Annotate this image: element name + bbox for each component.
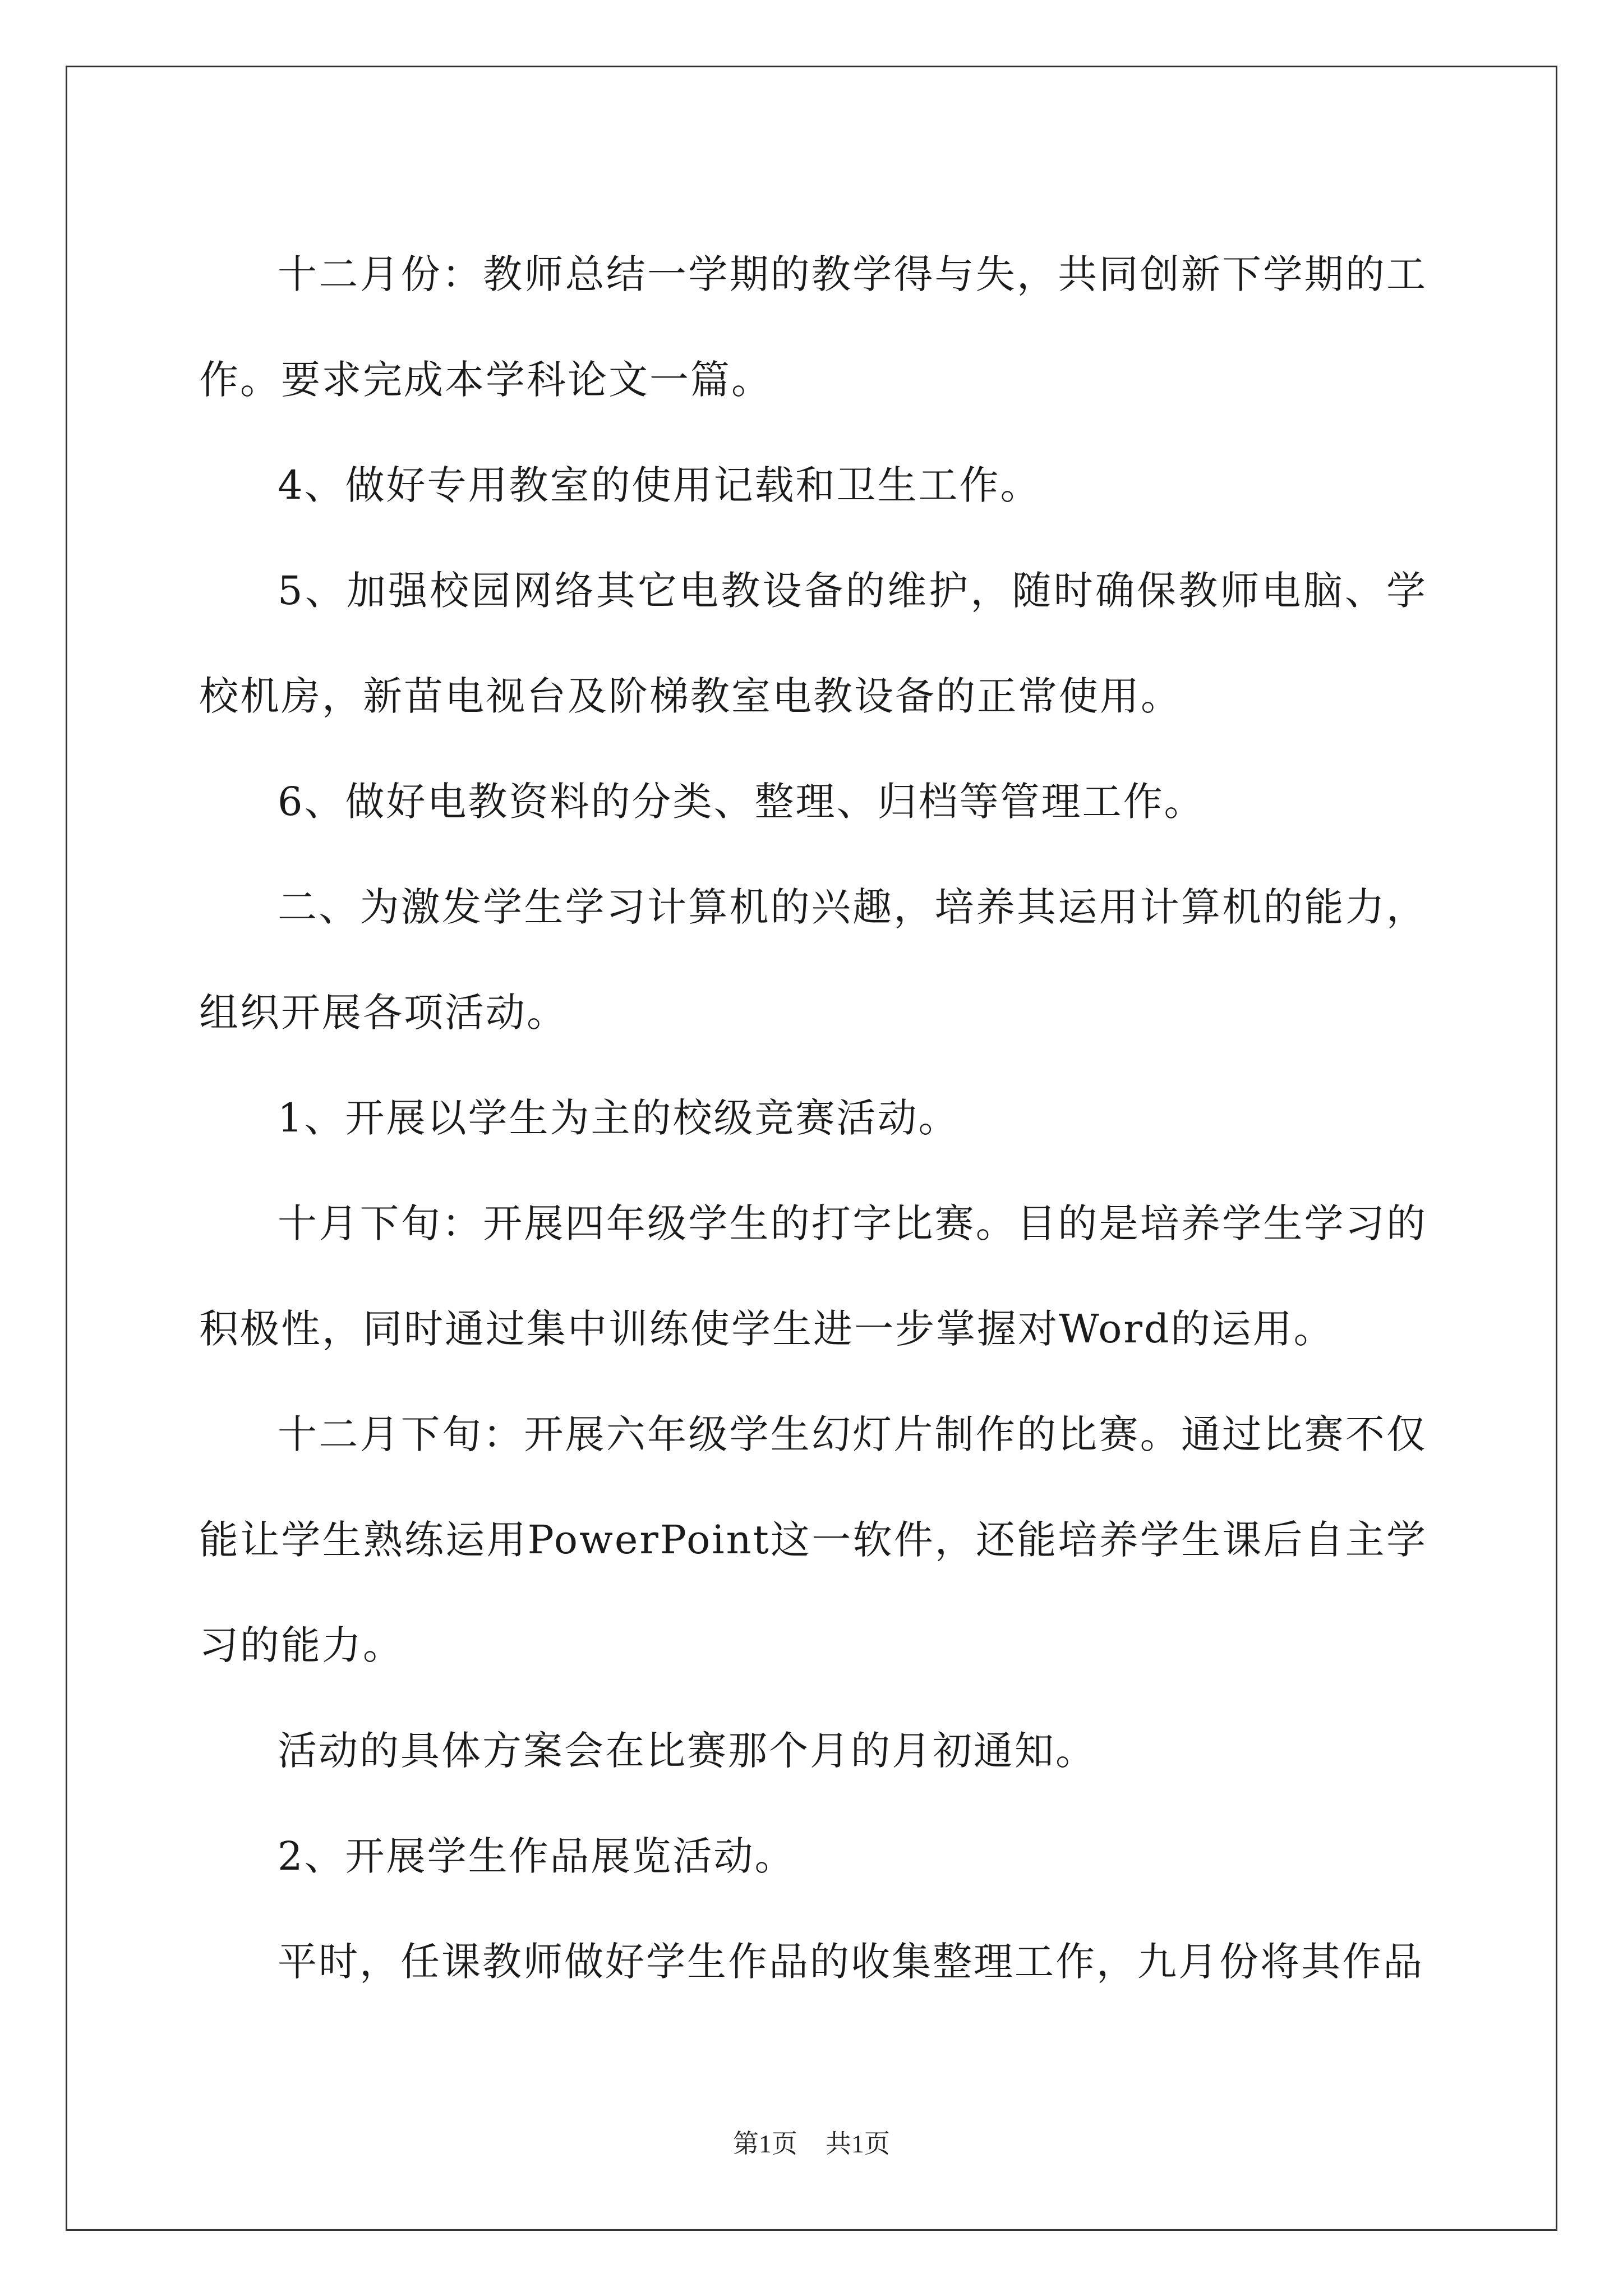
paragraph-activity-1: 1、开展以学生为主的校级竞赛活动。 [278, 1095, 960, 1141]
paragraph-item-5: 5、加强校园网络其它电教设备的维护，随时确保教师电脑、学校机房，新苗电视台及阶梯教室电教设备的正常使用。 [199, 568, 1427, 719]
paragraph-section-two: 二、为激发学生学习计算机的兴趣，培养其运用计算机的能力，组织开展各项活动。 [199, 884, 1427, 1036]
paragraph-december-slides: 十二月下旬：开展六年级学生幻灯片制作的比赛。通过比赛不仅能让学生熟练运用PowerPoint这一软件，还能培养学生课后自主学习的能力。 [199, 1411, 1427, 1668]
page-footer [0, 2123, 1623, 2160]
paragraph-item-4: 4、做好专用教室的使用记载和卫生工作。 [278, 462, 1041, 508]
paragraph-collection: 平时，任课教师做好学生作品的收集整理工作，九月份将其作品 [278, 1939, 1424, 1985]
paragraph-item-6: 6、做好电教资料的分类、整理、归档等管理工作。 [278, 779, 1205, 825]
paragraph-october-typing: 十月下旬：开展四年级学生的打字比赛。目的是培养学生学习的积极性，同时通过集中训练使学生进一步掌握对Word的运用。 [199, 1200, 1427, 1352]
document-body [199, 222, 1427, 2014]
page-number: 第1页 [733, 2129, 797, 2158]
paragraph-notice: 活动的具体方案会在比赛那个月的月初通知。 [278, 1728, 1096, 1774]
page-total: 共1页 [826, 2129, 890, 2158]
paragraph-december-summary: 十二月份：教师总结一学期的教学得与失，共同创新下学期的工作。要求完成本学科论文一篇。 [199, 251, 1427, 403]
paragraph-activity-2: 2、开展学生作品展览活动。 [278, 1833, 796, 1879]
